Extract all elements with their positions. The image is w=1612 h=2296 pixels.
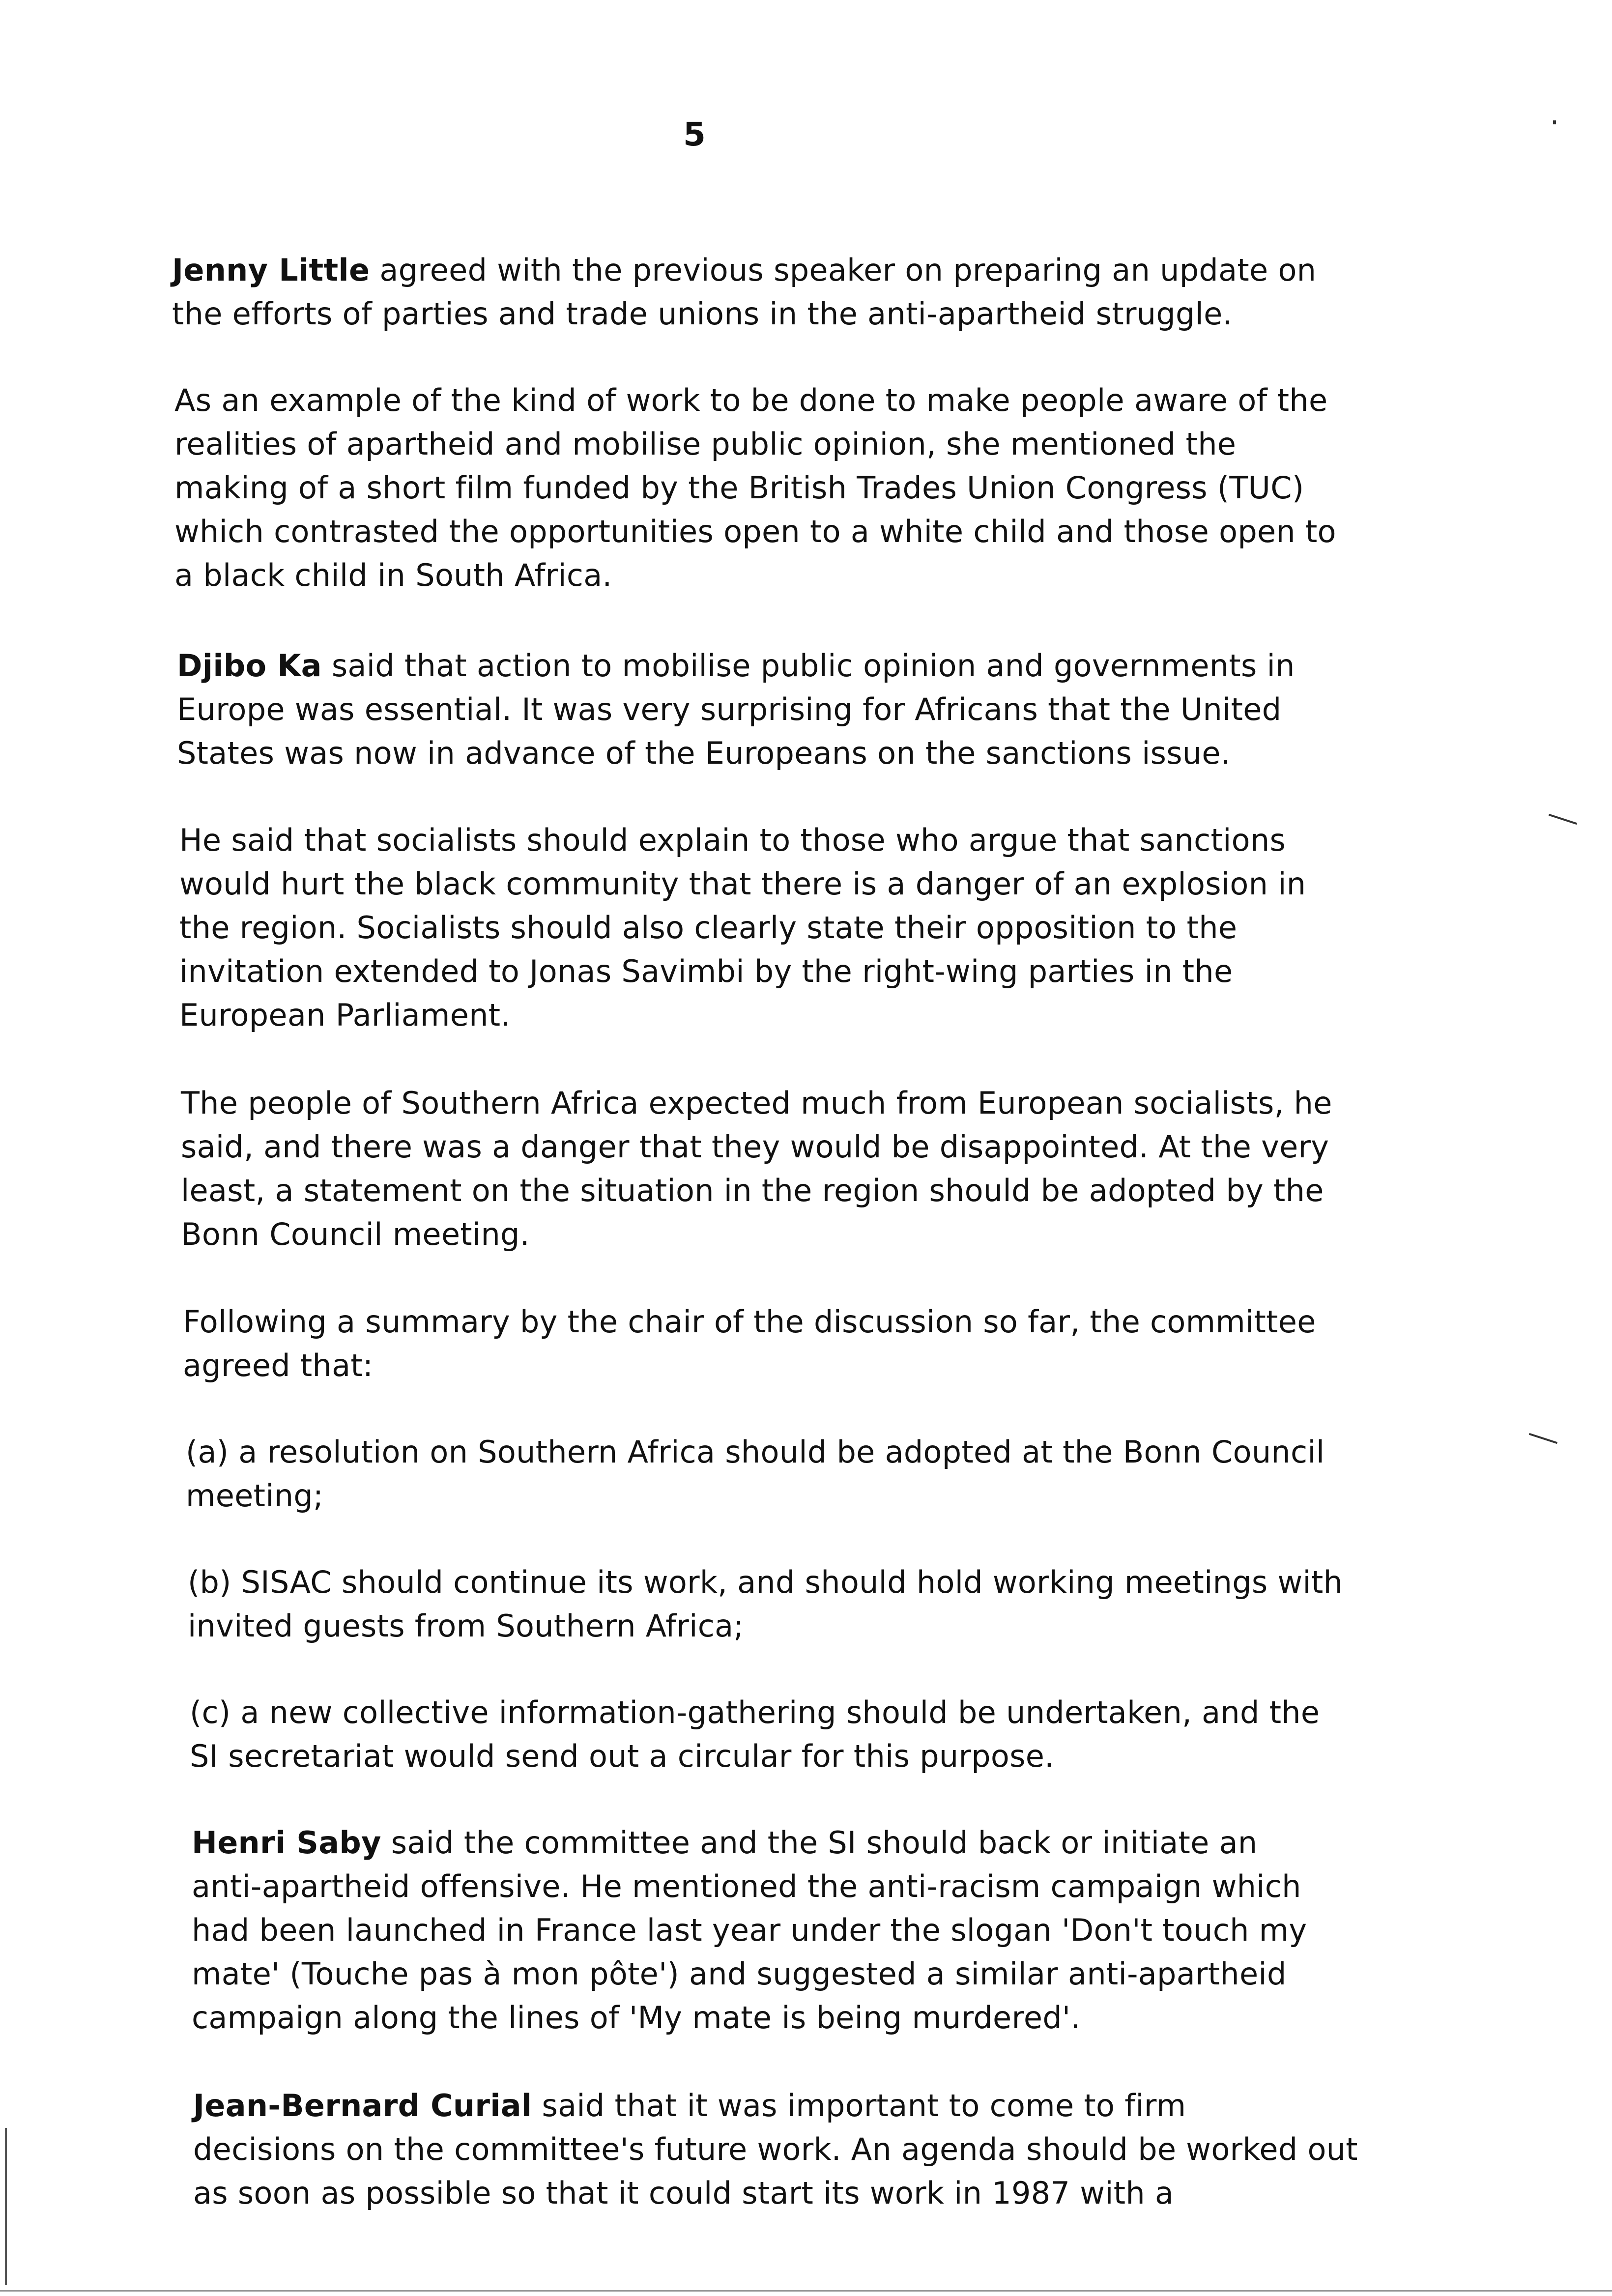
line-text: (a) a resolution on Southern Africa should be adopted at the Bonn Council	[186, 1434, 1325, 1470]
scan-mark	[1549, 814, 1577, 825]
line-text: least, a statement on the situation in the region should be adopted by the	[181, 1173, 1324, 1208]
line-text: invited guests from Southern Africa;	[188, 1608, 744, 1644]
text-line	[174, 510, 1364, 553]
speaker-name: Djibo Ka	[177, 648, 322, 684]
line-text: realities of apartheid and mobilise public opinion, she mentioned the	[174, 426, 1237, 462]
paragraph	[179, 818, 1369, 1037]
text-line	[186, 1430, 1375, 1474]
paragraph	[186, 1430, 1375, 1518]
text-line	[177, 644, 1366, 688]
line-text: European Parliament.	[179, 997, 511, 1033]
line-text: said the committee and the SI should back or initiate an	[381, 1825, 1258, 1861]
line-text: Europe was essential. It was very surprising for Africans that the United	[177, 691, 1282, 727]
text-line	[192, 1952, 1381, 1996]
line-text: which contrasted the opportunities open to a white child and those open to	[174, 514, 1336, 549]
line-text: a black child in South Africa.	[174, 557, 612, 593]
paragraph	[183, 1300, 1372, 1387]
page-number: 5	[683, 115, 706, 153]
line-text: making of a short film funded by the British Trades Union Congress (TUC)	[174, 470, 1304, 506]
line-text: The people of Southern Africa expected much from European socialists, he	[181, 1085, 1332, 1121]
text-line	[172, 292, 1361, 336]
line-text: decisions on the committee's future work. An agenda should be worked out	[193, 2131, 1358, 2167]
paragraph	[190, 1691, 1379, 1778]
line-text: campaign along the lines of 'My mate is being murdered'.	[192, 2000, 1081, 2036]
text-line	[174, 553, 1364, 597]
line-text: would hurt the black community that there is a danger of an explosion in	[179, 866, 1306, 902]
line-text: meeting;	[186, 1478, 324, 1514]
line-text: He said that socialists should explain to those who argue that sanctions	[179, 822, 1286, 858]
text-line	[181, 1125, 1370, 1169]
line-text: as soon as possible so that it could start its work in 1987 with a	[193, 2175, 1174, 2211]
text-line	[190, 1691, 1379, 1734]
line-text: said that action to mobilise public opinion and governments in	[321, 648, 1295, 684]
text-line	[179, 949, 1369, 993]
text-line	[181, 1081, 1370, 1125]
scan-left-edge	[5, 2128, 7, 2285]
text-line	[174, 422, 1364, 466]
line-text: said that it was important to come to firm	[532, 2088, 1186, 2124]
scan-mark	[1529, 1433, 1557, 1444]
text-line	[179, 818, 1369, 862]
text-line	[190, 1734, 1379, 1778]
line-text: SI secretariat would send out a circular for this purpose.	[190, 1738, 1055, 1774]
line-text: said, and there was a danger that they would be disappointed. At the very	[181, 1129, 1329, 1165]
text-line	[179, 993, 1369, 1037]
text-line	[183, 1344, 1372, 1387]
text-line	[179, 906, 1369, 949]
text-line	[177, 731, 1366, 775]
line-text: had been launched in France last year under the slogan 'Don't touch my	[192, 1912, 1307, 1948]
line-text: invitation extended to Jonas Savimbi by the right-wing parties in the	[179, 953, 1233, 989]
paragraph	[174, 378, 1364, 597]
text-line	[192, 1996, 1381, 2039]
paragraph	[188, 1560, 1377, 1648]
text-line	[193, 2171, 1382, 2215]
text-line	[174, 378, 1364, 422]
text-line	[193, 2084, 1382, 2127]
line-text: anti-apartheid offensive. He mentioned the anti-racism campaign which	[192, 1868, 1301, 1904]
line-text: the region. Socialists should also clearly state their opposition to the	[179, 910, 1238, 946]
line-text: the efforts of parties and trade unions in the anti-apartheid struggle.	[172, 296, 1233, 332]
line-text: (c) a new collective information-gathering should be undertaken, and the	[190, 1694, 1320, 1730]
speaker-name: Jean-Bernard Curial	[193, 2088, 532, 2124]
line-text: mate' (Touche pas à mon pôte') and suggested a similar anti-apartheid	[192, 1956, 1287, 1992]
text-line	[188, 1560, 1377, 1604]
paragraph	[181, 1081, 1370, 1256]
line-text: Following a summary by the chair of the discussion so far, the committee	[183, 1304, 1316, 1340]
text-line	[188, 1604, 1377, 1648]
text-line	[186, 1474, 1375, 1518]
line-text: Bonn Council meeting.	[181, 1216, 530, 1252]
line-text: As an example of the kind of work to be done to make people aware of the	[174, 382, 1328, 418]
text-line	[181, 1169, 1370, 1212]
line-text: (b) SISAC should continue its work, and should hold working meetings with	[188, 1564, 1343, 1600]
text-line	[181, 1212, 1370, 1256]
paragraph	[172, 248, 1361, 336]
text-line	[183, 1300, 1372, 1344]
text-line	[193, 2127, 1382, 2171]
scan-bottom-edge	[0, 2290, 1612, 2292]
text-line	[192, 1865, 1381, 1908]
paragraph	[192, 1821, 1381, 2039]
line-text: agreed that:	[183, 1348, 374, 1383]
text-line	[174, 466, 1364, 510]
scan-mark	[1553, 120, 1556, 124]
text-line	[192, 1908, 1381, 1952]
text-line	[172, 248, 1361, 292]
text-line	[179, 862, 1369, 906]
speaker-name: Jenny Little	[172, 252, 370, 288]
paragraph	[193, 2084, 1382, 2215]
paragraph	[177, 644, 1366, 775]
speaker-name: Henri Saby	[192, 1825, 381, 1861]
text-line	[177, 688, 1366, 731]
line-text: agreed with the previous speaker on preparing an update on	[370, 252, 1317, 288]
line-text: States was now in advance of the Europeans on the sanctions issue.	[177, 735, 1231, 771]
text-line	[192, 1821, 1381, 1865]
